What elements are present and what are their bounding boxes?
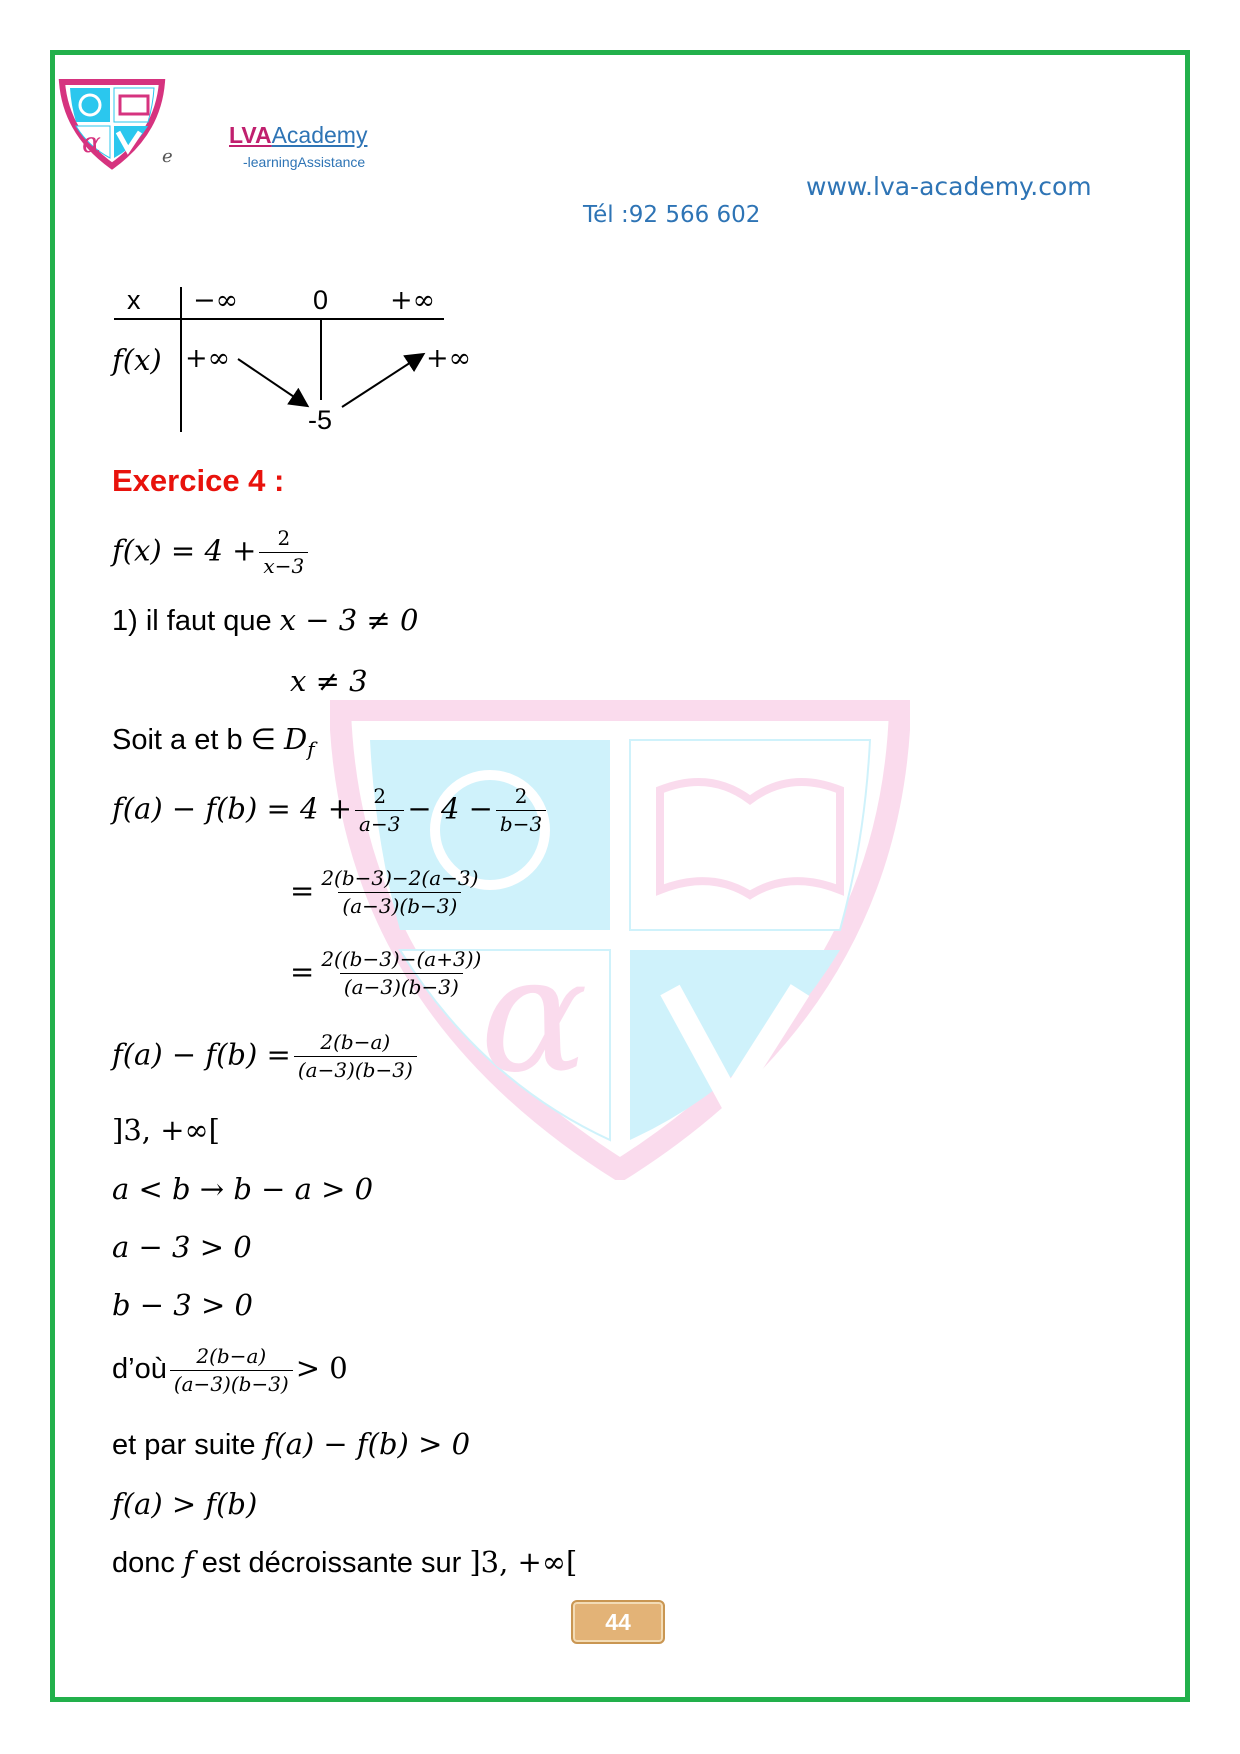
table-x-label: x: [127, 285, 141, 315]
diff-num2: 2: [514, 784, 528, 808]
diff-num1: 2: [373, 784, 387, 808]
table-fx-left-inf: +∞: [185, 343, 231, 374]
arrow-decreasing: [238, 359, 306, 405]
final-inequality: f(a) > f(b): [112, 1487, 258, 1521]
svg-text:α: α: [82, 126, 101, 159]
eq2-den: (a−3)(b−3): [338, 892, 461, 918]
eq2-frac: [317, 867, 482, 918]
table-fx-label: f(x): [112, 343, 162, 377]
dou-frac: [170, 1345, 293, 1396]
interval-line: ]3, +∞[: [112, 1113, 220, 1147]
diff-frac2: [496, 785, 546, 836]
eq3-sign: =: [290, 954, 315, 989]
step1-math: x − 3 ≠ 0: [279, 603, 419, 637]
eq3-den: (a−3)(b−3): [340, 973, 463, 999]
equation-step3: [290, 948, 488, 999]
domain-subscript: f: [307, 736, 315, 761]
function-definition: [112, 527, 311, 578]
logo-e-letter: e: [162, 146, 173, 167]
exercise-title: Exercice 4 :: [112, 463, 285, 498]
eq3-num: 2((b−3)−(a+3)): [321, 947, 482, 971]
suite-math: f(a) − f(b) > 0: [263, 1427, 471, 1461]
function-fraction: [259, 527, 308, 578]
inequality-3: b − 3 > 0: [112, 1288, 253, 1322]
brand-academy: Academy: [271, 122, 368, 148]
inequality-1: a < b → b − a > 0: [112, 1172, 374, 1206]
brand-name[interactable]: [229, 122, 367, 149]
arrow-increasing: [342, 355, 422, 407]
function-den: x−3: [259, 552, 308, 578]
table-fx-min: -5: [308, 405, 333, 435]
result-num: 2(b−a): [320, 1030, 391, 1054]
step1-result: x ≠ 3: [290, 664, 368, 698]
eq2-num: 2(b−3)−2(a−3): [321, 866, 479, 890]
academy-logo-icon: [58, 78, 166, 170]
soit-line: [112, 722, 315, 761]
difference-line: [112, 785, 549, 836]
dou-text: d’où: [112, 1353, 167, 1386]
diff-lhs: f(a) − f(b) = 4 +: [112, 791, 353, 826]
result-den: (a−3)(b−3): [294, 1056, 417, 1082]
suite-line: [112, 1427, 470, 1462]
diff-mid: − 4 −: [407, 791, 493, 826]
domain-symbol: D: [283, 722, 308, 756]
conclusion-interval: ]3, +∞[: [469, 1545, 578, 1579]
eq2-sign: =: [290, 873, 315, 908]
diff-frac1: [355, 785, 404, 836]
diff-den2: b−3: [496, 810, 546, 836]
function-lhs: f(x) = 4 +: [112, 533, 257, 568]
conclusion-mid: est décroissante sur: [201, 1547, 462, 1579]
result-lhs: f(a) − f(b) =: [112, 1037, 291, 1072]
result-line: [112, 1031, 420, 1082]
table-fx-right-inf: +∞: [426, 343, 472, 374]
suite-text: et par suite: [112, 1429, 256, 1461]
conclusion-line: [112, 1545, 577, 1580]
conclusion-pre: donc: [112, 1547, 175, 1579]
table-x-zero: 0: [313, 285, 329, 315]
dou-num: 2(b−a): [196, 1344, 267, 1368]
website-link[interactable]: www.lva-academy.com: [806, 172, 1092, 201]
inequality-2: a − 3 > 0: [112, 1230, 252, 1264]
dou-den: (a−3)(b−3): [170, 1370, 293, 1396]
step1-text: 1) il faut que: [112, 605, 272, 637]
page-number-badge: 44: [571, 1600, 665, 1644]
dou-tail: > 0: [295, 1351, 348, 1386]
function-num: 2: [277, 526, 291, 550]
result-frac: [294, 1031, 417, 1082]
dou-line: [112, 1345, 348, 1396]
svg-text:α: α: [480, 921, 589, 1108]
table-hline: [114, 318, 444, 320]
brand-lva: LVA: [229, 122, 272, 148]
equation-step2: [290, 867, 485, 918]
step1-line: [112, 603, 418, 638]
brand-tagline: -learningAssistance: [243, 154, 366, 170]
table-vline: [180, 287, 182, 432]
table-arrows: [230, 345, 430, 415]
table-x-minus-inf: −∞: [193, 285, 239, 316]
soit-text: Soit a et b ∈: [112, 724, 276, 756]
phone-number: Tél :92 566 602: [583, 202, 761, 228]
eq3-frac: [317, 948, 485, 999]
conclusion-f: f: [182, 1545, 194, 1579]
diff-den1: a−3: [355, 810, 404, 836]
table-x-plus-inf: +∞: [390, 285, 436, 316]
